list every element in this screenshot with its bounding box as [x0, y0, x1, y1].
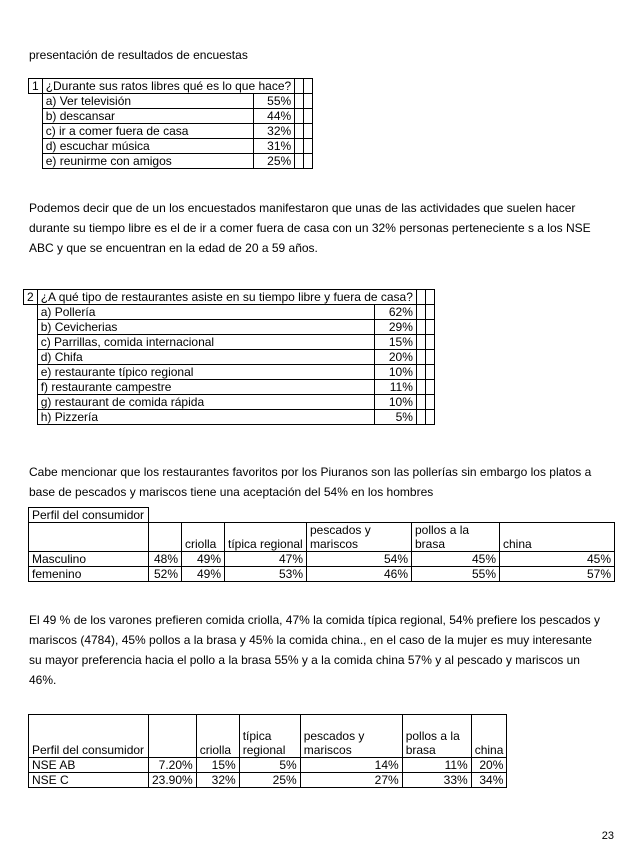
table-row	[24, 350, 435, 365]
column-header: pescados y mariscos	[307, 523, 412, 552]
cell: 34%	[471, 773, 507, 788]
cell: 32%	[196, 773, 239, 788]
cell: 20%	[471, 758, 507, 773]
empty-cell	[295, 79, 304, 94]
cell: 45%	[412, 552, 500, 567]
table-row	[24, 395, 435, 410]
table-row	[29, 124, 313, 139]
consumer-profile-nse-table	[28, 714, 507, 788]
cell: 47%	[225, 552, 307, 567]
answer-pct: 25%	[253, 154, 294, 169]
answer-pct: 10%	[375, 365, 417, 380]
table-row	[24, 380, 435, 395]
answer-pct: 20%	[375, 350, 417, 365]
table-row	[29, 154, 313, 169]
document-title: presentación de resultados de encuestas	[29, 48, 248, 62]
table-row	[24, 335, 435, 350]
answer-label: c) Parrillas, comida internacional	[37, 335, 374, 350]
table-row	[24, 410, 435, 425]
answer-label: d) Chifa	[37, 350, 374, 365]
answer-pct: 55%	[253, 94, 294, 109]
paragraph-3: El 49 % de los varones prefieren comida criolla, 47% la comida típica regional, 54% prefiere los pescados y mariscos (4784), 45% pollos a la brasa y 45% la comida china., en el caso de la mujer es muy interesante su mayor preferencia hacia el pollo a la brasa 55% y a la comida china 57% y al pescado y mariscos un 46%.	[29, 613, 600, 687]
survey-table-q1	[28, 78, 313, 169]
column-header: pollos a la brasa	[412, 523, 500, 552]
table-row	[29, 567, 615, 582]
table-row	[29, 508, 615, 523]
table-row	[24, 320, 435, 335]
answer-label: e) reunirme con amigos	[42, 154, 253, 169]
answer-pct: 32%	[253, 124, 294, 139]
answer-pct: 10%	[375, 395, 417, 410]
row-label: femenino	[29, 567, 149, 582]
cell: 7.20%	[149, 758, 197, 773]
cell: 57%	[500, 567, 615, 582]
table-row	[29, 139, 313, 154]
answer-label: b) descansar	[42, 109, 253, 124]
paragraph-1: Podemos decir que de un los encuestados manifestaron que unas de las actividades que suelen hacer durante su tiempo libre es el de ir a comer fuera de casa con un 32% personas perteneciente s a los NSE ABC y que se encuentran en la edad de 20 a 59 años.	[29, 201, 591, 255]
answer-pct: 44%	[253, 109, 294, 124]
row-label: Masculino	[29, 552, 149, 567]
answer-pct: 62%	[375, 305, 417, 320]
answer-label: d) escuchar música	[42, 139, 253, 154]
answer-label: h) Pizzería	[37, 410, 374, 425]
answer-label: c) ir a comer fuera de casa	[42, 124, 253, 139]
cell: 49%	[182, 552, 225, 567]
cell: 55%	[412, 567, 500, 582]
cell: 25%	[239, 773, 300, 788]
answer-pct: 29%	[375, 320, 417, 335]
column-header: pescados y mariscos	[300, 715, 402, 758]
cell: 27%	[300, 773, 402, 788]
empty-cell	[304, 79, 313, 94]
table-row	[24, 365, 435, 380]
table-row	[24, 305, 435, 320]
table-row	[29, 79, 313, 94]
column-header: criolla	[182, 523, 225, 552]
answer-label: a) Ver televisión	[42, 94, 253, 109]
cell: 23.90%	[149, 773, 197, 788]
question-number: 2	[24, 290, 38, 305]
table-row	[24, 290, 435, 305]
table-row	[29, 715, 507, 758]
cell: 49%	[182, 567, 225, 582]
column-header: típica regional	[239, 715, 300, 758]
cell: 46%	[307, 567, 412, 582]
answer-pct: 15%	[375, 335, 417, 350]
cell: 11%	[402, 758, 471, 773]
table-row	[29, 552, 615, 567]
answer-pct: 31%	[253, 139, 294, 154]
cell: 52%	[149, 567, 182, 582]
column-header: china	[500, 523, 615, 552]
cell: 15%	[196, 758, 239, 773]
cell: 53%	[225, 567, 307, 582]
table-row	[29, 523, 615, 552]
page-number: 23	[601, 830, 614, 842]
cell: 33%	[402, 773, 471, 788]
answer-pct: 5%	[375, 410, 417, 425]
paragraph-2: Cabe mencionar que los restaurantes favoritos por los Piuranos son las pollerías sin embargo los platos a base de pescados y mariscos tiene una aceptación del 54% en los hombres	[29, 465, 592, 499]
table-row	[29, 94, 313, 109]
cell: 45%	[500, 552, 615, 567]
row-label: NSE AB	[29, 758, 149, 773]
survey-table-q2	[23, 289, 435, 425]
question-text: ¿Durante sus ratos libres qué es lo que hace?	[42, 79, 294, 94]
consumer-profile-gender-table	[28, 507, 615, 582]
column-header: china	[471, 715, 507, 758]
answer-label: g) restaurant de comida rápida	[37, 395, 374, 410]
column-header: típica regional	[225, 523, 307, 552]
cell: 14%	[300, 758, 402, 773]
cell: 48%	[149, 552, 182, 567]
answer-label: e) restaurante típico regional	[37, 365, 374, 380]
table-row	[29, 758, 507, 773]
cell: 54%	[307, 552, 412, 567]
table-header: Perfil del consumidor	[29, 508, 149, 523]
row-label: NSE C	[29, 773, 149, 788]
answer-label: a) Pollería	[37, 305, 374, 320]
column-header: pollos a la brasa	[402, 715, 471, 758]
cell: 5%	[239, 758, 300, 773]
question-number: 1	[29, 79, 43, 94]
table-row	[29, 109, 313, 124]
answer-pct: 11%	[375, 380, 417, 395]
answer-label: f) restaurante campestre	[37, 380, 374, 395]
answer-label: b) Cevicherias	[37, 320, 374, 335]
table-row	[29, 773, 507, 788]
table-header: Perfil del consumidor	[29, 715, 149, 758]
column-header: criolla	[196, 715, 239, 758]
question-text: ¿A qué tipo de restaurantes asiste en su tiempo libre y fuera de casa?	[37, 290, 416, 305]
